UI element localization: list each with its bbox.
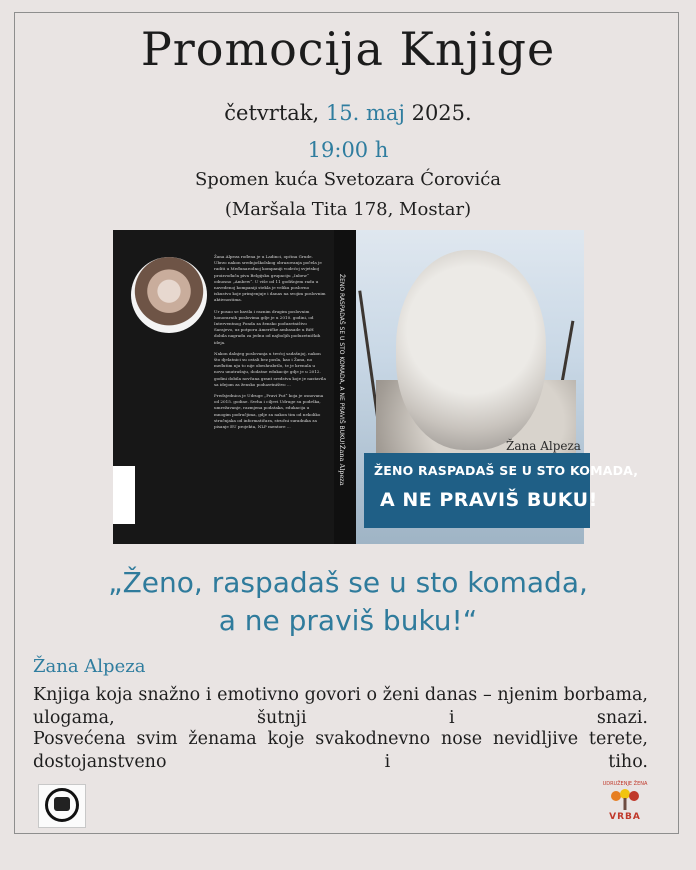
book-back-cover [113,230,334,544]
logo-emblem-icon [54,797,70,811]
book-quote-line1: „Ženo, raspadaš se u sto komada, [108,566,588,599]
spine-author: Žana Alpeza [338,445,346,486]
tree-leaves-icon [608,788,642,810]
vrba-logo-name: VRBA [609,812,641,822]
description-paragraph: Posvećena svim ženama koje svakodnevno nose nevidljive terete, dostojanstveno i tiho. [33,729,648,772]
cover-title-line1: ŽENO RASPADAŠ SE U STO KOMADA, [374,463,639,478]
cover-author: Žana Alpeza [506,439,581,453]
book-back-text [214,254,326,539]
event-date-highlight: 15. maj [325,101,405,125]
stone-face [396,250,546,450]
book-front-cover [356,230,639,544]
spine-title: ŽENO RASPADAŠ SE U STO KOMADA, A NE PRAVIŠ BUKU! [338,274,345,445]
page-title: Promocija Knjige [140,22,556,76]
author-photo [131,257,207,333]
author-name: Žana Alpeza [33,656,146,677]
book-quote-line2: a ne praviš buku!“ [218,604,478,637]
barcode-area [113,466,135,524]
book-cover-image [113,230,639,544]
cover-title-banner [364,453,639,528]
event-day: četvrtak, [224,101,326,125]
description-paragraph: Knjiga koja snažno i emotivno govori o ženi danas – njenim borbama, ulogama, šutnji i snazi. [33,685,648,728]
vrba-logo-caption: UDRUŽENJE ŽENA [602,781,648,787]
back-text-paragraph: Nakon dalnjeg poslovanja u trećoj sadašnjoj, nakon što djelatnici su ostali bez posla, kao i Žana, no međutim nju to nije obeshrabrilo, te je krenula u novu unutrašnju, dodatne edukacije gdje je u 2012. godini dobila novčana grant sredstva koje je nastavila sa idejom za žensko poduzetništvo ... [214,350,326,387]
event-date [0,101,696,125]
event-address: (Maršala Tita 178, Mostar) [224,199,472,220]
back-text-paragraph: Predsjednica je Udruge „Pravi Put“ koja je osnovana od 2015. godine. Svrha i ciljevi Udruge su podrška, umrežavanje, razmjena podataka, edukacija u mnogim područjima, gdje za nakon tim od nekoliko stručnjaka od informatičara, stručni suradnika za pisanje EU projekta, NLP mentore ... [214,393,324,430]
event-year: 2025. [404,101,472,125]
back-text-paragraph: Ur posao se bavila i raznim drugim poslovnim honorarnih poslovima gdje je u 2010. godini, od Interventnog Fonda za žensko poduzetništvo Sarajevo, uz potporu Američke ambasade u BiH dobila nagradu za jednu od najboljih poduzetničkih ideja. [214,308,321,345]
vrba-logo [599,776,651,828]
event-venue: Spomen kuća Svetozara Ćorovića [194,169,502,190]
organization-logo [38,784,86,828]
event-time: 19:00 h [307,138,389,162]
back-text-paragraph: Žana Alpeza rođena je u Ladinci, općina Grude. Ubrzo nakon srednjoškolskog obrazovanja počela je raditi u Međunarodnoj kompaniji vodećoj svjetskoj proizvođača piva Belgijsku grupaciju „Inbew“ odnosno „Ambew“. U više od 11 godišnjem radu u navedenoj kompaniji stekla je veliku poslovno iskustvo koje primjenjuje i danas na svojim poslovnim aktivnostima. [214,254,326,303]
cover-title-line2: A NE PRAVIŠ BUKU! [380,489,598,511]
